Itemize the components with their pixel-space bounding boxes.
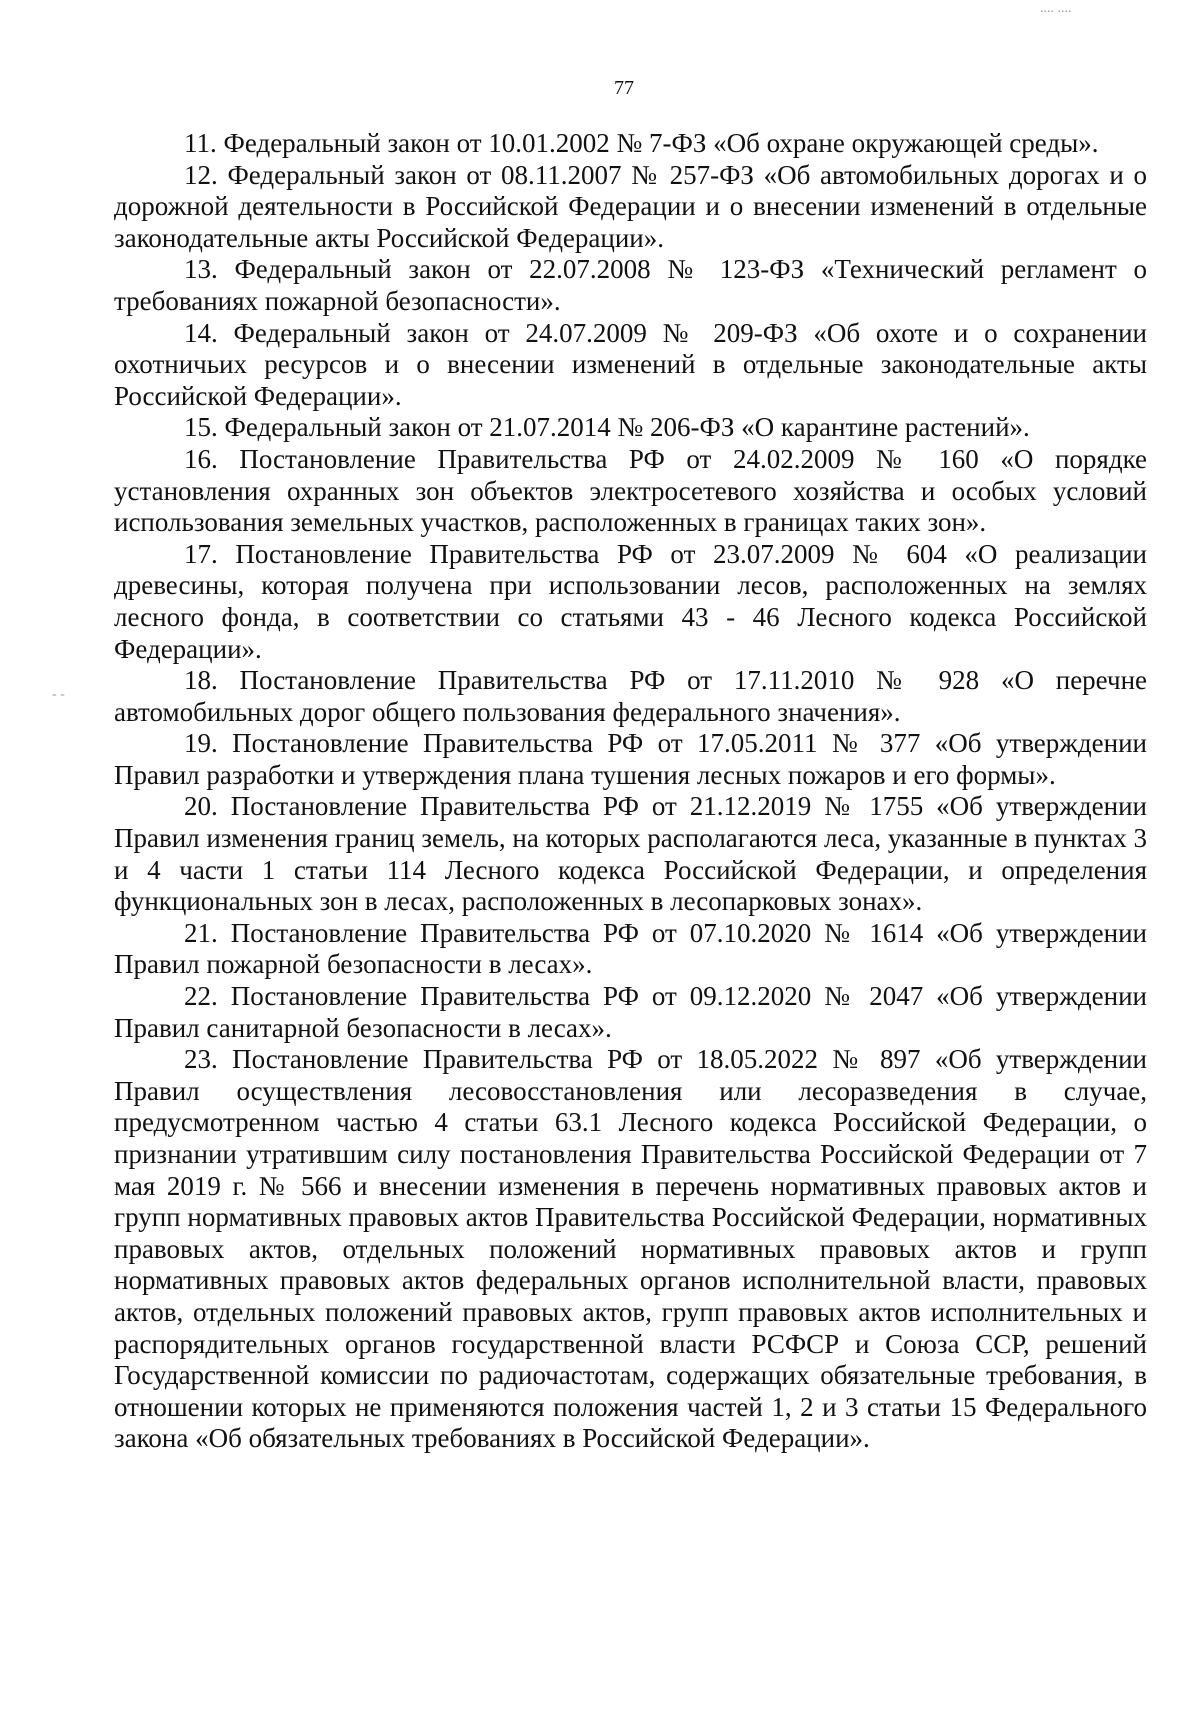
list-item: 22. Постановление Правительства РФ от 09.12.2020 № 2047 «Об утверждении Правил санитарной безопасности в лесах». — [114, 981, 1147, 1043]
list-item: 14. Федеральный закон от 24.07.2009 № 209-ФЗ «Об охоте и о сохранении охотничьих ресурсов и о внесении изменений в отдельные законодательные акты Российской Федерации». — [114, 317, 1147, 411]
list-item: 17. Постановление Правительства РФ от 23.07.2009 № 604 «О реализации древесины, которая получена при использовании лесов, расположенных на землях лесного фонда, в соответствии со статьями 43 - 46 Лесного кодекса Российской Федерации». — [114, 538, 1147, 664]
list-item: 13. Федеральный закон от 22.07.2008 № 123-ФЗ «Технический регламент о требованиях пожарной безопасности». — [114, 254, 1147, 316]
list-item: 12. Федеральный закон от 08.11.2007 № 257-ФЗ «Об автомобильных дорогах и о дорожной деятельности в Российской Федерации и о внесении изменений в отдельные законодательные акты Российской Федерации». — [114, 159, 1147, 253]
list-item: 20. Постановление Правительства РФ от 21.12.2019 № 1755 «Об утверждении Правил изменения границ земель, на которых располагаются леса, указанные в пунктах 3 и 4 части 1 статьи 114 Лесного кодекса Российской Федерации, и определения функциональных зон в лесах, расположенных в лесопарковых зонах». — [114, 791, 1148, 917]
reference-list — [114, 128, 1147, 1455]
list-item: 16. Постановление Правительства РФ от 24.02.2009 № 160 «О порядке установления охранных зон объектов электросетевого хозяйства и особых условий использования земельных участков, расположенных в границах таких зон». — [114, 443, 1147, 538]
list-item: 23. Постановление Правительства РФ от 18.05.2022 № 897 «Об утверждении Правил осуществления лесовосстановления или лесоразведения в случае, предусмотренном частью 4 статьи 63.1 Лесного кодекса Российской Федерации, о признании утратившим силу постановления Правительства Российской Федерации от 7 мая 2019 г. № 566 и внесении изменения в перечень нормативных правовых актов и групп нормативных правовых актов Правительства Российской Федерации, нормативных правовых актов, отдельных положений нормативных правовых актов и групп нормативных правовых актов федеральных органов исполнительной власти, правовых актов, отдельных положений правовых актов, групп правовых актов исполнительных и распорядительных органов государственной власти РСФСР и Союза ССР, решений Государственной комиссии по радиочастотам, содержащих обязательные требования, в отношении которых не применяются положения частей 1, 2 и 3 статьи 15 Федерального закона «Об обязательных требованиях в Российской Федерации». — [114, 1044, 1147, 1454]
list-item: 19. Постановление Правительства РФ от 17.05.2011 № 377 «Об утверждении Правил разработки и утверждения плана тушения лесных пожаров и его формы». — [114, 728, 1147, 790]
list-item: 21. Постановление Правительства РФ от 07.10.2020 № 1614 «Об утверждении Правил пожарной безопасности в лесах». — [114, 917, 1147, 980]
page-number: 77 — [614, 77, 634, 99]
scan-artifact: .... .... — [1040, 1, 1072, 16]
list-item: 18. Постановление Правительства РФ от 17.11.2010 № 928 «О перечне автомобильных дорог общего пользования федерального значения». — [114, 665, 1147, 727]
list-item: 15. Федеральный закон от 21.07.2014 № 206-ФЗ «О карантине растений». — [184, 412, 1030, 443]
scan-artifact: - - — [52, 687, 65, 702]
list-item: 11. Федеральный закон от 10.01.2002 № 7-ФЗ «Об охране окружающей среды». — [184, 128, 1099, 158]
